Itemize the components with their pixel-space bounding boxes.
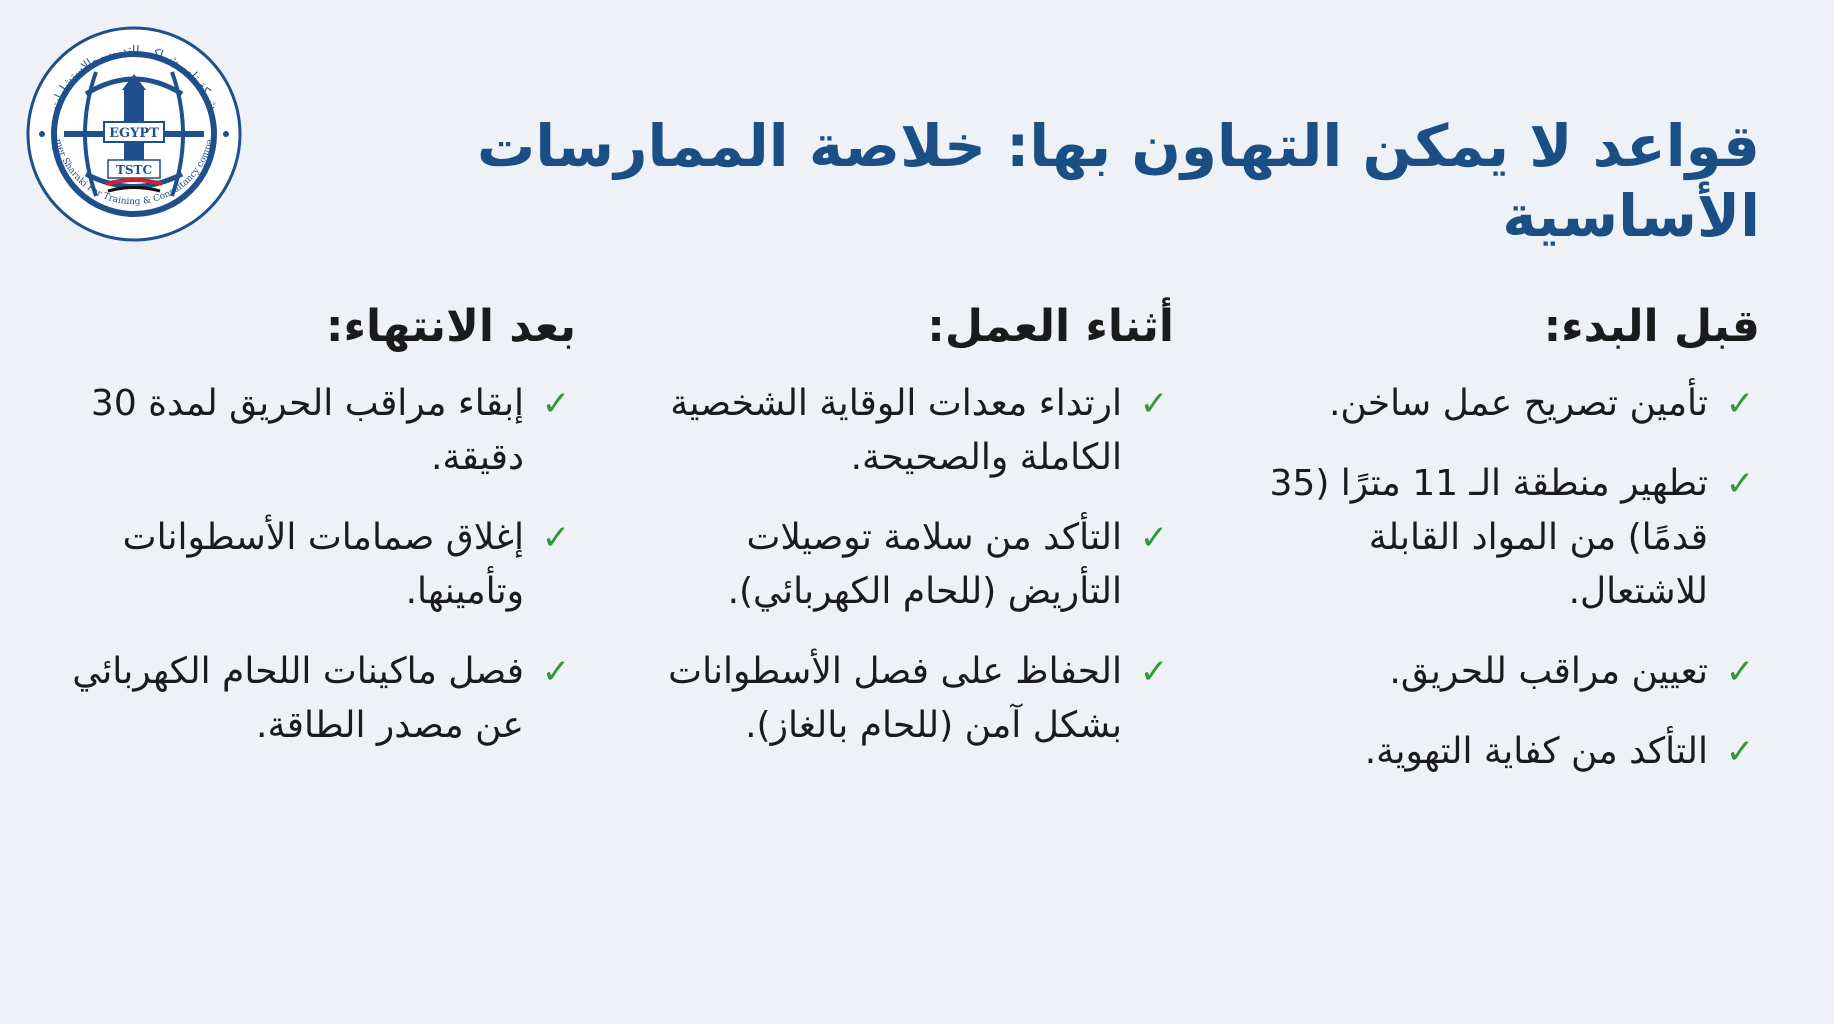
list-item-text: إبقاء مراقب الحريق لمدة 30 دقيقة. [90, 383, 524, 479]
check-icon: ✓ [1725, 384, 1755, 425]
list-item-text: الحفاظ على فصل الأسطوانات بشكل آمن (للحام بالغاز). [668, 651, 1122, 747]
list-item [654, 645, 1174, 753]
list-item-text: إغلاق صمامات الأسطوانات وتأمينها. [122, 517, 524, 613]
list-item [56, 645, 576, 753]
list-item-text: فصل ماكينات اللحام الكهربائي عن مصدر الطاقة. [72, 651, 524, 747]
column-heading: قبل البدء: [1543, 301, 1760, 352]
logo-emblem [24, 24, 244, 244]
check-icon: ✓ [541, 518, 571, 559]
check-icon: ✓ [1725, 464, 1755, 505]
logo-abbr: TSTC [115, 163, 153, 177]
column-heading: أثناء العمل: [927, 301, 1174, 352]
page-title: قواعد لا يمكن التهاون بها: خلاصة الممارسات الأساسية [476, 112, 1760, 250]
check-icon: ✓ [1725, 732, 1755, 773]
column-during-work [654, 298, 1174, 779]
column-heading: بعد الانتهاء: [325, 301, 576, 352]
column-after-finish [56, 298, 576, 779]
check-icon: ✓ [1139, 518, 1169, 559]
list-item [654, 377, 1174, 485]
logo-arc-en: mer Sharaki For Training & Consultancy compa [52, 137, 216, 208]
list-item [56, 511, 576, 619]
list-item-text: تأمين تصريح عمل ساخن. [1328, 383, 1708, 425]
list-item-text: تعيين مراقب للحريق. [1389, 651, 1708, 693]
list-item-text: ارتداء معدات الوقاية الشخصية الكاملة والصحيحة. [670, 383, 1122, 479]
list-item [1240, 725, 1760, 779]
list-item-text: التأكد من كفاية التهوية. [1364, 731, 1708, 773]
list-item [1240, 645, 1760, 699]
check-icon: ✓ [1139, 652, 1169, 693]
list-item-text: تطهير منطقة الـ 11 مترًا (35 قدمًا) من المواد القابلة للاشتعال. [1269, 463, 1708, 613]
list-item [1240, 377, 1760, 431]
list-item [56, 377, 576, 485]
list-item [654, 511, 1174, 619]
column-before-start [1240, 298, 1760, 805]
logo-arc-ar: شركة تامر شراكي للتدريب والاستشارات [47, 42, 221, 112]
check-icon: ✓ [541, 652, 571, 693]
check-icon: ✓ [1725, 652, 1755, 693]
check-icon: ✓ [541, 384, 571, 425]
check-icon: ✓ [1139, 384, 1169, 425]
logo-country: EGYPT [109, 126, 159, 141]
list-item-text: التأكد من سلامة توصيلات التأريض (للحام الكهربائي). [727, 517, 1122, 613]
list-item [1240, 457, 1760, 619]
company-logo [24, 24, 244, 244]
